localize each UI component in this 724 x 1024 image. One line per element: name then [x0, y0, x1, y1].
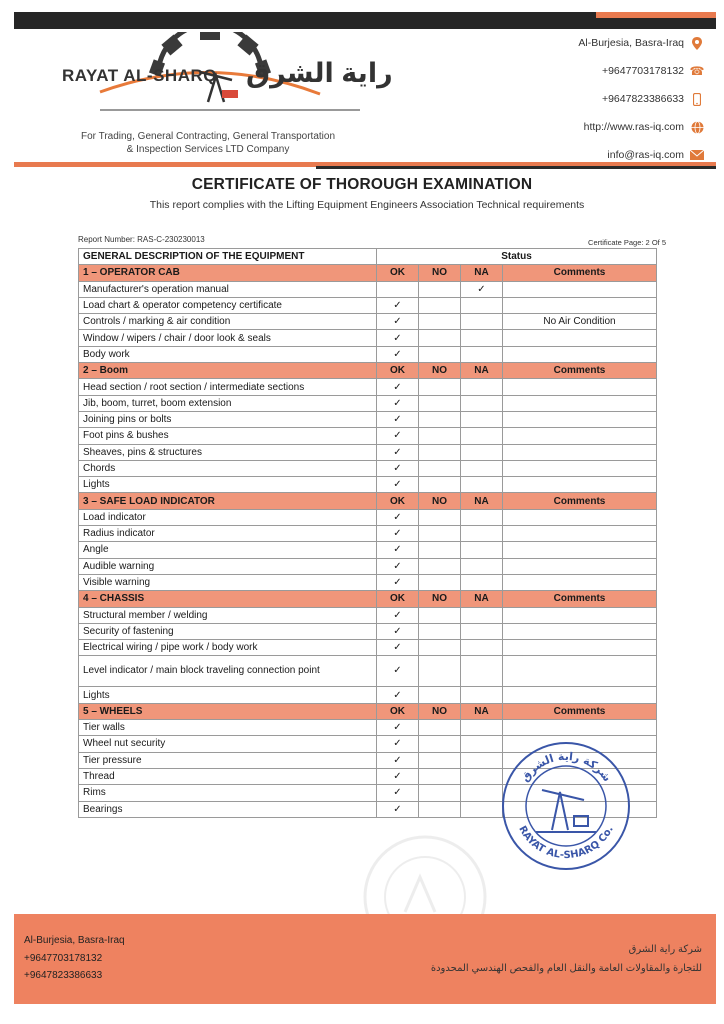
contact-website-text: http://www.ras-iq.com [583, 121, 684, 133]
table-row [79, 428, 657, 444]
item-label: Angle [79, 542, 377, 558]
table-row [79, 314, 657, 330]
table-row [79, 656, 657, 687]
footer-phone-1: +9647703178132 [24, 952, 103, 964]
header-divider-dark [316, 166, 716, 169]
ok-cell [377, 281, 419, 297]
item-label: Wheel nut security [79, 736, 377, 752]
comment-cell [503, 656, 657, 687]
no-cell [419, 542, 461, 558]
item-label: Sheaves, pins & structures [79, 444, 377, 460]
footer [14, 914, 716, 1004]
no-cell [419, 526, 461, 542]
ok-cell: ✓ [377, 444, 419, 460]
na-cell [461, 346, 503, 362]
item-label: Controls / marking & air condition [79, 314, 377, 330]
comment-cell [503, 346, 657, 362]
no-cell [419, 297, 461, 313]
table-row [79, 460, 657, 476]
contact-phone-text: +9647703178132 [601, 65, 684, 77]
item-label: Rims [79, 785, 377, 801]
item-label: Chords [79, 460, 377, 476]
col-ok-header: OK [377, 265, 419, 281]
col-ok-header: OK [377, 703, 419, 719]
ok-cell: ✓ [377, 656, 419, 687]
col-ok-header: OK [377, 591, 419, 607]
no-cell [419, 736, 461, 752]
ok-cell: ✓ [377, 623, 419, 639]
item-label: Thread [79, 768, 377, 784]
item-label: Tier walls [79, 720, 377, 736]
company-tagline [58, 130, 358, 156]
item-label: Foot pins & bushes [79, 428, 377, 444]
na-cell [461, 720, 503, 736]
comment-cell [503, 574, 657, 590]
comment-cell [503, 395, 657, 411]
comment-cell [503, 509, 657, 525]
comment-cell [503, 330, 657, 346]
ok-cell: ✓ [377, 346, 419, 362]
item-label: Level indicator / main block traveling connection point [79, 656, 377, 687]
table-row [79, 411, 657, 427]
contact-website [584, 120, 704, 134]
na-cell [461, 785, 503, 801]
na-cell [461, 687, 503, 703]
comment-cell [503, 640, 657, 656]
ok-cell: ✓ [377, 801, 419, 817]
col-comments-header: Comments [503, 591, 657, 607]
item-label: Tier pressure [79, 752, 377, 768]
section-title: 1 – OPERATOR CAB [79, 265, 377, 281]
report-number: Report Number: RAS-C-230230013 [78, 235, 205, 244]
na-cell [461, 477, 503, 493]
section-header-row [79, 591, 657, 607]
item-label: Window / wipers / chair / door look & seals [79, 330, 377, 346]
na-cell [461, 801, 503, 817]
no-cell [419, 768, 461, 784]
col-no-header: NO [419, 265, 461, 281]
item-label: Visible warning [79, 574, 377, 590]
col-na-header: NA [461, 703, 503, 719]
table-row [79, 395, 657, 411]
na-cell [461, 542, 503, 558]
col-ok-header: OK [377, 493, 419, 509]
footer-tagline-ar: للتجارة والمقاولات العامة والنقل العام والفحص الهندسي المحدودة [430, 963, 702, 974]
ok-cell: ✓ [377, 720, 419, 736]
mobile-icon [690, 92, 704, 106]
ok-cell: ✓ [377, 687, 419, 703]
col-comments-header: Comments [503, 703, 657, 719]
table-row [79, 640, 657, 656]
table-row [79, 720, 657, 736]
no-cell [419, 720, 461, 736]
footer-phone-2: +9647823386633 [24, 970, 103, 981]
table-row [79, 444, 657, 460]
col-comments-header: Comments [503, 493, 657, 509]
table-row [79, 281, 657, 297]
no-cell [419, 623, 461, 639]
no-cell [419, 281, 461, 297]
contact-phone [602, 64, 704, 78]
table-row [79, 509, 657, 525]
comment-cell [503, 607, 657, 623]
item-label: Load indicator [79, 509, 377, 525]
no-cell [419, 558, 461, 574]
ok-cell: ✓ [377, 768, 419, 784]
col-comments-header: Comments [503, 363, 657, 379]
ok-cell: ✓ [377, 297, 419, 313]
item-label: Manufacturer's operation manual [79, 281, 377, 297]
col-no-header: NO [419, 363, 461, 379]
ok-cell: ✓ [377, 785, 419, 801]
no-cell [419, 477, 461, 493]
company-stamp [500, 740, 632, 872]
na-cell [461, 574, 503, 590]
table-row [79, 526, 657, 542]
ok-cell: ✓ [377, 314, 419, 330]
comment-cell [503, 623, 657, 639]
comment-cell [503, 379, 657, 395]
comment-cell [503, 444, 657, 460]
ok-cell: ✓ [377, 395, 419, 411]
footer-address: Al-Burjesia, Basra-Iraq [24, 935, 125, 946]
comment-cell [503, 411, 657, 427]
item-label: Lights [79, 477, 377, 493]
no-cell [419, 346, 461, 362]
no-cell [419, 785, 461, 801]
footer-company-ar: شركة راية الشرق [628, 944, 702, 955]
table-row [79, 542, 657, 558]
document-subtitle: This report complies with the Lifting Equipment Engineers Association Technical requirements [149, 199, 585, 211]
na-cell [461, 314, 503, 330]
section-header-row [79, 703, 657, 719]
no-cell [419, 444, 461, 460]
no-cell [419, 314, 461, 330]
table-row [79, 477, 657, 493]
table-row [79, 330, 657, 346]
contact-email-text: info@ras-iq.com [607, 149, 684, 161]
section-title: 5 – WHEELS [79, 703, 377, 719]
ok-cell: ✓ [377, 330, 419, 346]
col-ok-header: OK [377, 363, 419, 379]
ok-cell: ✓ [377, 477, 419, 493]
ok-cell: ✓ [377, 574, 419, 590]
na-cell [461, 736, 503, 752]
svg-text:شركة راية الشرق [518, 750, 614, 784]
stamp-text-bottom: RAYAT AL-SHARQ Co. [516, 824, 616, 862]
item-label: Body work [79, 346, 377, 362]
item-label: Head section / root section / intermediate sections [79, 379, 377, 395]
item-label: Audible warning [79, 558, 377, 574]
section-header-row [79, 265, 657, 281]
no-cell [419, 411, 461, 427]
section-title: 4 – CHASSIS [79, 591, 377, 607]
comment-cell [503, 428, 657, 444]
status-header: Status [377, 249, 657, 265]
contact-mobile-text: +9647823386633 [601, 93, 684, 105]
na-cell [461, 428, 503, 444]
col-no-header: NO [419, 703, 461, 719]
comment-cell [503, 687, 657, 703]
item-label: Radius indicator [79, 526, 377, 542]
no-cell [419, 395, 461, 411]
table-row [79, 379, 657, 395]
ok-cell: ✓ [377, 379, 419, 395]
na-cell [461, 607, 503, 623]
ok-cell: ✓ [377, 411, 419, 427]
ok-cell: ✓ [377, 640, 419, 656]
section-title: 3 – SAFE LOAD INDICATOR [79, 493, 377, 509]
table-row [79, 346, 657, 362]
no-cell [419, 574, 461, 590]
col-comments-header: Comments [503, 265, 657, 281]
na-cell [461, 444, 503, 460]
comment-cell [503, 281, 657, 297]
top-accent-bar [596, 12, 716, 18]
tagline-line-1: For Trading, General Contracting, General Transportation [80, 131, 336, 142]
document-title: CERTIFICATE OF THOROUGH EXAMINATION [191, 176, 533, 193]
contact-address [578, 36, 704, 50]
table-row [79, 687, 657, 703]
col-no-header: NO [419, 493, 461, 509]
col-na-header: NA [461, 493, 503, 509]
na-cell [461, 623, 503, 639]
no-cell [419, 330, 461, 346]
general-description-header: GENERAL DESCRIPTION OF THE EQUIPMENT [79, 249, 377, 265]
table-row [79, 623, 657, 639]
comment-cell [503, 558, 657, 574]
no-cell [419, 752, 461, 768]
na-cell [461, 379, 503, 395]
table-header-row [79, 249, 657, 265]
item-label: Load chart & operator competency certificate [79, 297, 377, 313]
col-na-header: NA [461, 265, 503, 281]
table-row [79, 574, 657, 590]
na-cell [461, 656, 503, 687]
comment-cell [503, 720, 657, 736]
no-cell [419, 428, 461, 444]
table-row [79, 297, 657, 313]
comment-cell [503, 477, 657, 493]
item-label: Lights [79, 687, 377, 703]
item-label: Bearings [79, 801, 377, 817]
na-cell [461, 297, 503, 313]
item-label: Joining pins or bolts [79, 411, 377, 427]
na-cell [461, 411, 503, 427]
no-cell [419, 607, 461, 623]
no-cell [419, 640, 461, 656]
footer-contact [24, 932, 125, 985]
na-cell [461, 460, 503, 476]
ok-cell: ✓ [377, 607, 419, 623]
ok-cell: ✓ [377, 736, 419, 752]
contact-email [607, 148, 704, 162]
no-cell [419, 656, 461, 687]
section-header-row [79, 363, 657, 379]
ok-cell: ✓ [377, 542, 419, 558]
comment-cell [503, 526, 657, 542]
no-cell [419, 509, 461, 525]
na-cell: ✓ [461, 281, 503, 297]
na-cell [461, 330, 503, 346]
no-cell [419, 687, 461, 703]
certificate-page: Certificate Page: 2 Of 5 [588, 238, 666, 247]
comment-cell: No Air Condition [503, 314, 657, 330]
na-cell [461, 395, 503, 411]
phone-icon: ☎ [689, 64, 705, 78]
ok-cell: ✓ [377, 558, 419, 574]
table-row [79, 607, 657, 623]
comment-cell [503, 297, 657, 313]
na-cell [461, 768, 503, 784]
no-cell [419, 801, 461, 817]
mail-icon [690, 148, 704, 162]
company-name-en: RAYAT AL-SHARQ [62, 66, 217, 85]
no-cell [419, 460, 461, 476]
na-cell [461, 558, 503, 574]
ok-cell: ✓ [377, 752, 419, 768]
na-cell [461, 752, 503, 768]
ok-cell: ✓ [377, 526, 419, 542]
comment-cell [503, 460, 657, 476]
company-name-ar: راية الشرق [246, 58, 393, 88]
no-cell [419, 379, 461, 395]
location-icon [690, 36, 704, 50]
comment-cell [503, 542, 657, 558]
na-cell [461, 526, 503, 542]
section-title: 2 – Boom [79, 363, 377, 379]
ok-cell: ✓ [377, 460, 419, 476]
examination-table [78, 248, 657, 818]
tagline-line-2: & Inspection Services LTD Company [126, 144, 290, 155]
svg-text:RAYAT AL-SHARQ Co. [516, 824, 616, 861]
globe-icon [690, 120, 704, 134]
na-cell [461, 640, 503, 656]
col-na-header: NA [461, 363, 503, 379]
ok-cell: ✓ [377, 428, 419, 444]
item-label: Structural member / welding [79, 607, 377, 623]
table-row [79, 558, 657, 574]
ok-cell: ✓ [377, 509, 419, 525]
item-label: Security of fastening [79, 623, 377, 639]
col-na-header: NA [461, 591, 503, 607]
item-label: Electrical wiring / pipe work / body work [79, 640, 377, 656]
item-label: Jib, boom, turret, boom extension [79, 395, 377, 411]
na-cell [461, 509, 503, 525]
contact-mobile [602, 92, 704, 106]
section-header-row [79, 493, 657, 509]
stamp-text-top: شركة راية الشرق [518, 749, 614, 785]
contact-address-text: Al-Burjesia, Basra-Iraq [578, 37, 684, 49]
footer-arabic [431, 940, 702, 978]
col-no-header: NO [419, 591, 461, 607]
